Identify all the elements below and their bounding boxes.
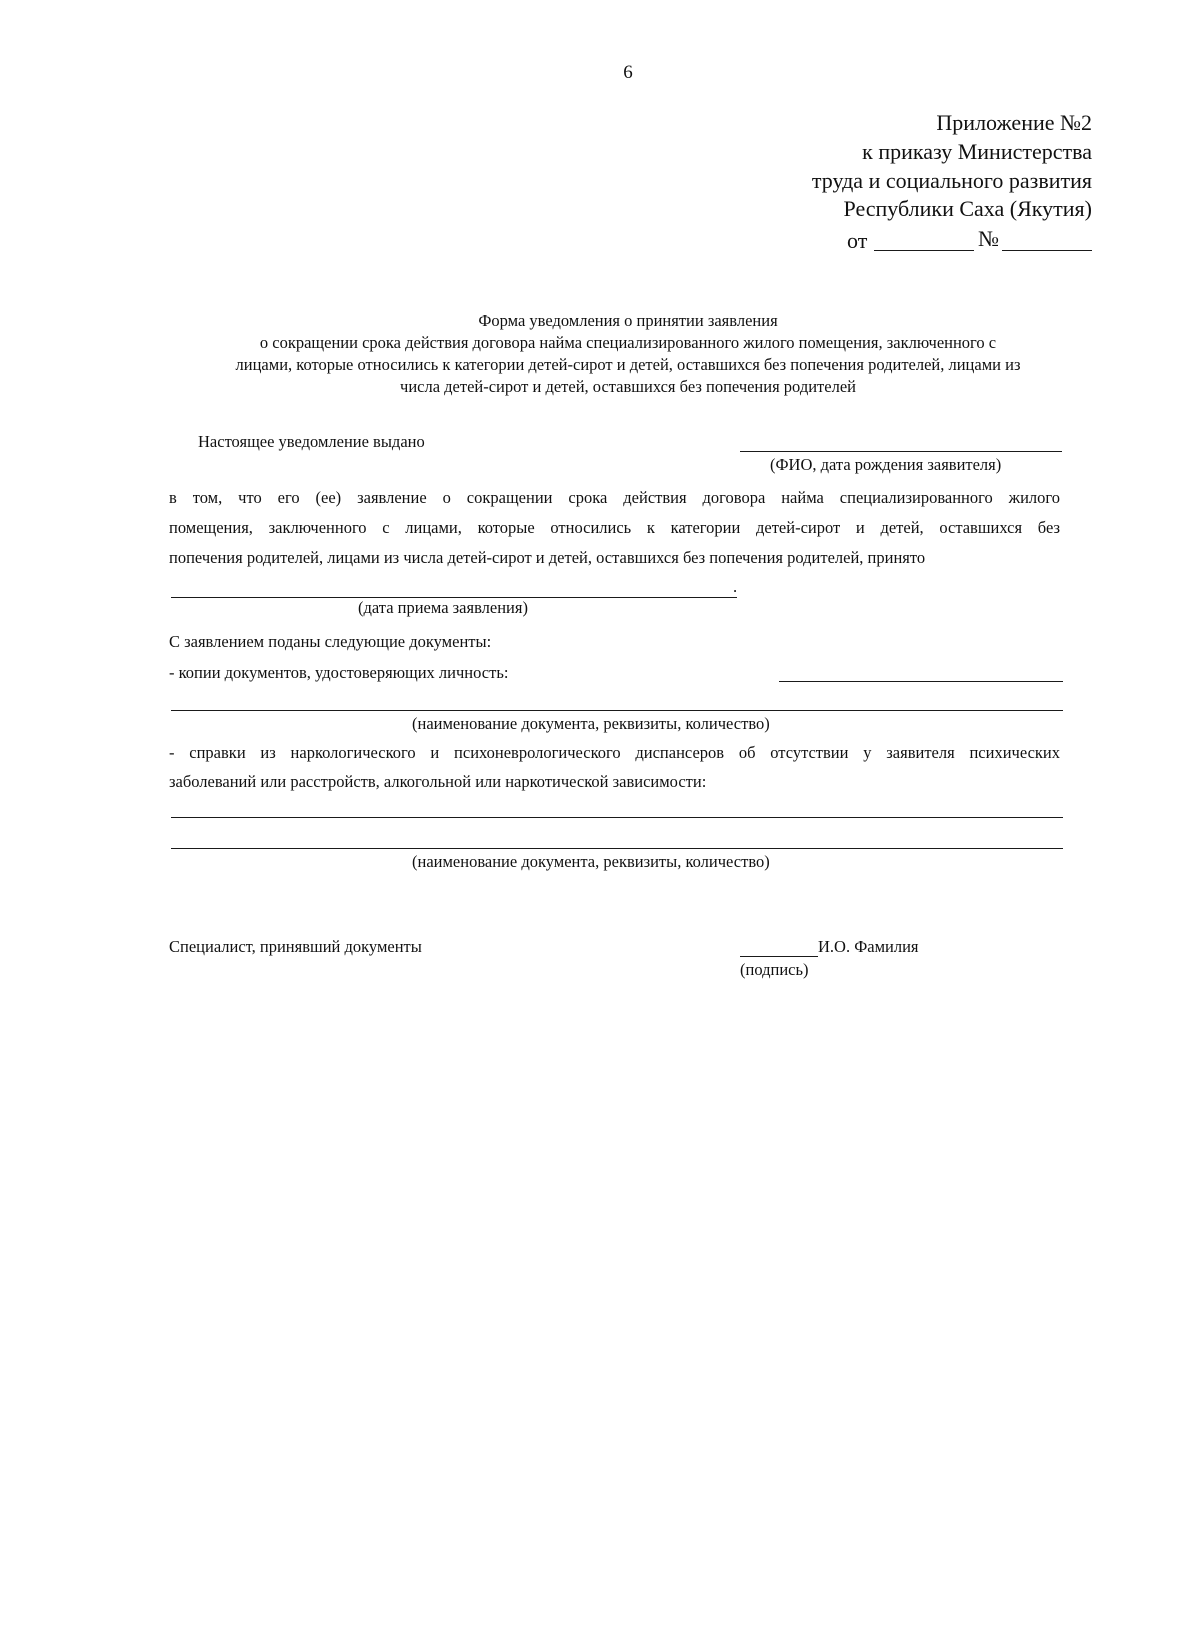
document-item-1-blank-inline [779,681,1063,682]
form-title-line-2: о сокращении срока действия договора найма специализированного жилого помещения, заключенного с [259,333,997,352]
document-item-2-line-1: - справки из наркологического и психоневрологического диспансеров об отсутствии у заявителя психических [169,743,1060,762]
document-item-1-blank [171,710,1063,711]
page-number: 6 [623,62,633,83]
appendix-date-label: от [847,228,868,253]
appendix-title: Приложение №2 [936,110,1092,135]
applicant-name-blank [740,451,1062,452]
document-item-2-blank-2 [171,848,1063,849]
document-item-2-line-2: заболеваний или расстройств, алкогольной или наркотической зависимости: [169,772,707,791]
document-item-2-caption: (наименование документа, реквизиты, количество) [412,852,770,871]
document-item-2-blank-1 [171,817,1063,818]
notice-paragraph-line-3: попечения родителей, лицами из числа детей-сирот и детей, оставшихся без попечения родителей, принято [169,548,926,567]
specialist-name: И.О. Фамилия [818,937,919,956]
date-received-period: . [733,577,738,596]
specialist-label: Специалист, принявший документы [169,937,422,956]
form-title-line-1: Форма уведомления о принятии заявления [478,311,778,330]
appendix-number-label: № [978,226,999,251]
form-title-line-3: лицами, которые относились к категории детей-сирот и детей, оставшихся без попечения родителей, лицами из [235,355,1021,374]
notice-paragraph-line-1: в том, что его (ее) заявление о сокращении срока действия договора найма специализированного жилого [169,488,1060,507]
form-title-line-4: числа детей-сирот и детей, оставшихся без попечения родителей [400,377,856,396]
signature-blank [740,956,818,957]
notice-paragraph-line-2: помещения, заключенного с лицами, которые относились к категории детей-сирот и детей, оставшихся без [169,518,1060,537]
appendix-order-line: к приказу Министерства [862,139,1092,164]
appendix-republic-line: Республики Саха (Якутия) [843,196,1092,221]
documents-heading: С заявлением поданы следующие документы: [169,632,492,651]
document-item-1-label: - копии документов, удостоверяющих личность: [169,663,509,682]
issued-to-label: Настоящее уведомление выдано [198,432,425,451]
document-item-1-caption: (наименование документа, реквизиты, количество) [412,714,770,733]
date-received-caption: (дата приема заявления) [358,598,528,617]
applicant-caption: (ФИО, дата рождения заявителя) [770,455,1002,474]
appendix-date-blank [874,250,974,251]
appendix-number-blank [1002,250,1092,251]
signature-caption: (подпись) [740,960,809,979]
appendix-ministry-line: труда и социального развития [811,168,1092,193]
